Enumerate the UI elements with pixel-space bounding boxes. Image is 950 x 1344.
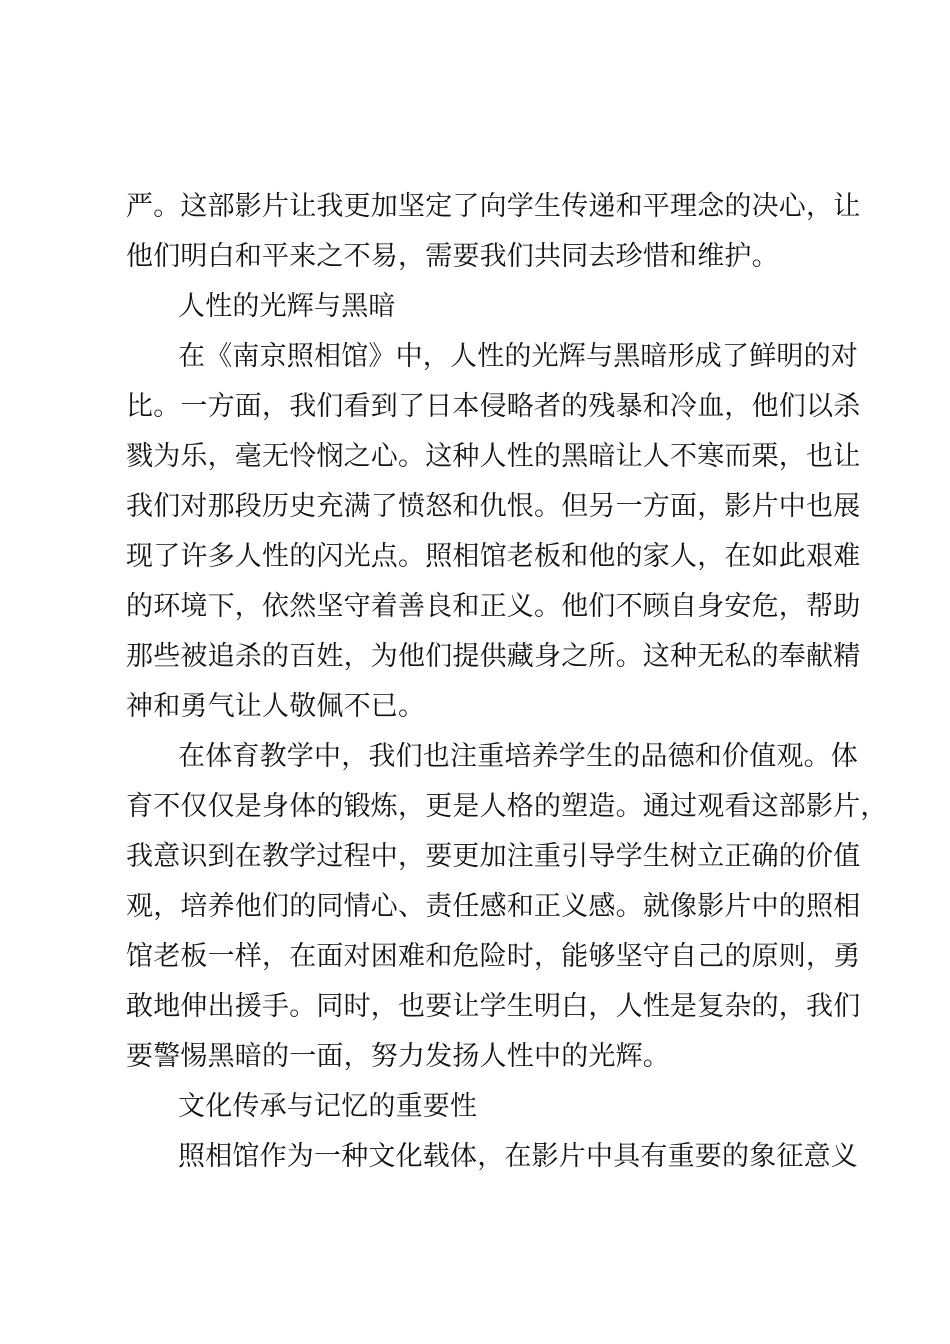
paragraph-line: 敢地伸出援手。同时，也要让学生明白，人性是复杂的，我们 (126, 991, 861, 1022)
paragraph-line: 他们明白和平来之不易，需要我们共同去珍惜和维护。 (126, 241, 779, 272)
paragraph-line: 严。这部影片让我更加坚定了向学生传递和平理念的决心，让 (126, 191, 861, 222)
section-heading: 人性的光辉与黑暗 (178, 291, 396, 322)
paragraph-line: 比。一方面，我们看到了日本侵略者的残暴和冷血，他们以杀 (126, 391, 861, 422)
paragraph-line: 的环境下，依然坚守着善良和正义。他们不顾自身安危，帮助 (126, 591, 861, 622)
paragraph-line: 现了许多人性的闪光点。照相馆老板和他的家人，在如此艰难 (126, 541, 861, 572)
section-heading: 文化传承与记忆的重要性 (178, 1091, 478, 1122)
paragraph-line: 要警惕黑暗的一面，努力发扬人性中的光辉。 (126, 1041, 670, 1072)
paragraph-line: 在《南京照相馆》中，人性的光辉与黑暗形成了鲜明的对 (178, 341, 858, 372)
paragraph-line: 照相馆作为一种文化载体，在影片中具有重要的象征意义 (178, 1141, 858, 1172)
paragraph-line: 神和勇气让人敬佩不已。 (126, 691, 426, 722)
paragraph-line: 育不仅仅是身体的锻炼，更是人格的塑造。通过观看这部影片， (126, 791, 888, 822)
paragraph-line: 馆老板一样，在面对困难和危险时，能够坚守自己的原则，勇 (126, 941, 861, 972)
paragraph-line: 在体育教学中，我们也注重培养学生的品德和价值观。体 (178, 741, 858, 772)
paragraph-line: 观，培养他们的同情心、责任感和正义感。就像影片中的照相 (126, 891, 861, 922)
paragraph-line: 戮为乐，毫无怜悯之心。这种人性的黑暗让人不寒而栗，也让 (126, 441, 861, 472)
paragraph-line: 那些被追杀的百姓，为他们提供藏身之所。这种无私的奉献精 (126, 641, 861, 672)
paragraph-line: 我意识到在教学过程中，要更加注重引导学生树立正确的价值 (126, 841, 861, 872)
paragraph-line: 我们对那段历史充满了愤怒和仇恨。但另一方面，影片中也展 (126, 491, 861, 522)
